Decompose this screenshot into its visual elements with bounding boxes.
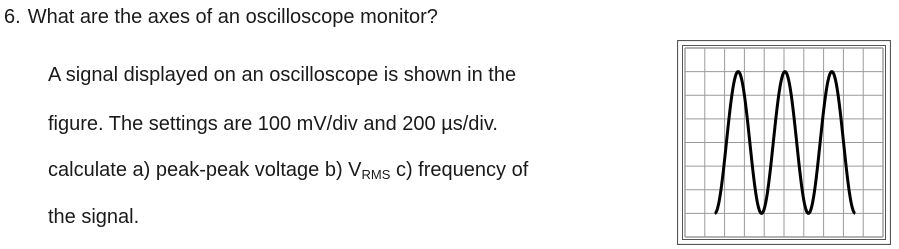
question-number: 6. bbox=[4, 6, 21, 28]
oscilloscope-figure bbox=[677, 40, 891, 245]
problem-line-3-part-1: calculate a) peak-peak voltage b) V bbox=[48, 159, 362, 181]
problem-line-4: the signal. bbox=[48, 206, 140, 228]
oscilloscope-screen bbox=[677, 40, 891, 245]
question-heading bbox=[4, 4, 438, 30]
rms-subscript: RMS bbox=[361, 167, 391, 182]
problem-line-1: A signal displayed on an oscilloscope is shown in the bbox=[48, 64, 517, 86]
problem-line-3 bbox=[48, 157, 528, 185]
problem-line-2: figure. The settings are 100 mV/div and 200 µs/div. bbox=[48, 113, 498, 135]
problem-line-3-part-2: c) frequency of bbox=[390, 159, 529, 181]
question-text: What are the axes of an oscilloscope monitor? bbox=[27, 6, 438, 28]
